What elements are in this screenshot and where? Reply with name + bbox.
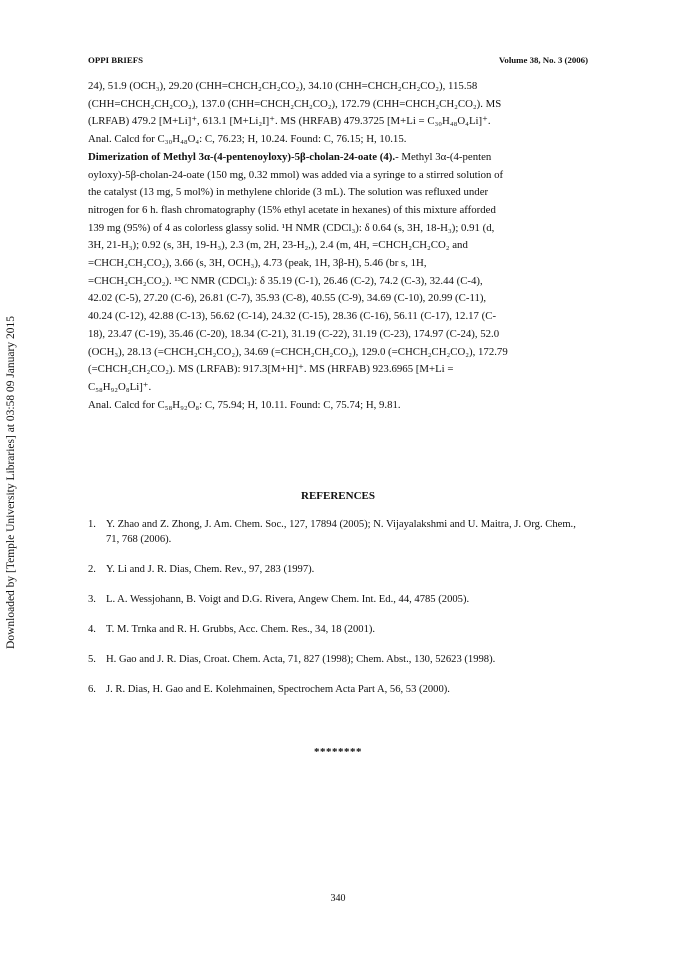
reference-item: [88, 653, 588, 668]
page-number: 340: [330, 893, 346, 904]
references-list: [88, 518, 588, 713]
body-line: (LRFAB) 479.2 [M+Li]⁺, 613.1 [M+Li₂I]⁺. MS (HRFAB) 479.3725 [M+Li = C₃₀H₄₈O₄Li]⁺.: [88, 115, 491, 128]
body-line: 42.02 (C-5), 27.20 (C-6), 26.81 (C-7), 35.93 (C-8), 40.55 (C-9), 34.69 (C-10), 20.99 (C-11),: [88, 292, 487, 305]
body-line: 3H, 21-H₃); 0.92 (s, 3H, 19-H₃), 2.3 (m, 2H, 23-H₂,), 2.4 (m, 4H, =CHCH₂CH₂CO₂ and: [88, 239, 468, 252]
body-line: - Methyl 3α-(4-penten: [395, 150, 492, 163]
reference-item: [88, 593, 588, 608]
body-line: Anal. Calcd for C₃₀H₄₈O₄: C, 76.23; H, 10.24. Found: C, 76.15; H, 10.15.: [88, 133, 407, 146]
reference-number: 1.: [88, 519, 96, 530]
reference-text: T. M. Trnka and R. H. Grubbs, Acc. Chem. Res., 34, 18 (2001).: [106, 623, 376, 635]
body-line: 18), 23.47 (C-19), 35.46 (C-20), 18.34 (C-21), 31.19 (C-22), 31.19 (C-23), 174.97 (C-24), 52.0: [88, 327, 500, 340]
body-line: nitrogen for 6 h. flash chromatography (15% ethyl acetate in hexanes) of this mixture afforded: [88, 203, 496, 216]
analysis-line: [88, 131, 588, 149]
end-separator: ********: [314, 746, 362, 758]
body-line: (=CHCH₂CH₂CO₂). MS (LRFAB): 917.3[M+H]⁺. MS (HRFAB) 923.6965 [M+Li =: [88, 363, 454, 376]
body-line: 24), 51.9 (OCH₃), 29.20 (CHH=CHCH₂CH₂CO₂), 34.10 (CHH=CHCH₂CH₂CO₂), 115.58: [88, 80, 478, 92]
reference-text: H. Gao and J. R. Dias, Croat. Chem. Acta, 71, 827 (1998); Chem. Abst., 130, 52623 (1998).: [106, 653, 496, 665]
reference-number: 5.: [88, 653, 96, 665]
body-line: =CHCH₂CH₂CO₂). ¹³C NMR (CDCl₃): δ 35.19 (C-1), 26.46 (C-2), 74.2 (C-3), 32.44 (C-4),: [88, 274, 483, 287]
reference-text: L. A. Wessjohann, B. Voigt and D.G. Rivera, Angew Chem. Int. Ed., 44, 4785 (2005).: [106, 593, 470, 605]
reference-number: 3.: [88, 593, 96, 605]
reference-text: Y. Li and J. R. Dias, Chem. Rev., 97, 283 (1997).: [106, 563, 315, 575]
body-line: oyloxy)-5β-cholan-24-oate (150 mg, 0.32 mmol) was added via a syringe to a stirred solution of: [88, 168, 504, 181]
body-line: =CHCH₂CH₂CO₂), 3.66 (s, 3H, OCH₃), 4.73 (peak, 1H, 3β-H), 5.46 (br s, 1H,: [88, 257, 427, 270]
running-header: [88, 55, 588, 65]
reference-text: J. R. Dias, H. Gao and E. Kolehmainen, Spectrochem Acta Part A, 56, 53 (2000).: [106, 683, 450, 695]
reference-item: [88, 563, 588, 578]
body-line: (CHH=CHCH₂CH₂CO₂), 137.0 (CHH=CHCH₂CH₂CO₂), 172.79 (CHH=CHCH₂CH₂CO₂). MS: [88, 97, 502, 110]
body-line: 40.24 (C-12), 42.88 (C-13), 56.62 (C-14), 24.32 (C-15), 28.36 (C-16), 56.11 (C-17), 12.17 (C-: [88, 310, 497, 323]
reference-item: [88, 623, 588, 638]
download-watermark: [3, 250, 19, 715]
body-line: Anal. Calcd for C₅₈H₉₂O₈: C, 75.94; H, 10.11. Found: C, 75.74; H, 9.81.: [88, 398, 401, 411]
nmr-data-paragraph: [88, 78, 588, 414]
body-line: 139 mg (95%) of 4 as colorless glassy solid. ¹H NMR (CDCl₃): δ 0.64 (s, 3H, 18-H₃); 0.91 (d,: [88, 221, 495, 234]
body-line: the catalyst (13 mg, 5 mol%) in methylene chloride (3 mL). The solution was refluxed under: [88, 186, 489, 199]
reference-number: 6.: [88, 683, 96, 695]
volume-info: Volume 38, No. 3 (2006): [498, 55, 588, 65]
article-body: [88, 78, 588, 414]
section-heading-line: [88, 149, 588, 167]
body-line: C₅₈H₉₂O₈Li]⁺.: [88, 380, 152, 393]
reference-number: 2.: [88, 563, 96, 575]
reference-item: [88, 683, 588, 698]
journal-name: OPPI BRIEFS: [88, 55, 143, 65]
references-heading: REFERENCES: [301, 490, 375, 502]
reference-item: [88, 518, 588, 547]
reference-text: Y. Zhao and Z. Zhong, J. Am. Chem. Soc., 127, 17894 (2005); N. Vijayalakshmi and U. Maitra, J. Org. Chem., 71, 768 (2006).: [106, 519, 576, 545]
reference-number: 4.: [88, 623, 96, 635]
section-heading: Dimerization of Methyl 3α-(4-pentenoyloxy)-5β-cholan-24-oate (4).: [88, 150, 396, 163]
body-line: (OCH₃), 28.13 (=CHCH₂CH₂CO₂), 34.69 (=CHCH₂CH₂CO₂), 129.0 (=CHCH₂CH₂CO₂), 172.79: [88, 345, 508, 358]
download-note-text: Downloaded by [Temple University Libraries] at 03:58 09 January 2015: [5, 316, 17, 649]
